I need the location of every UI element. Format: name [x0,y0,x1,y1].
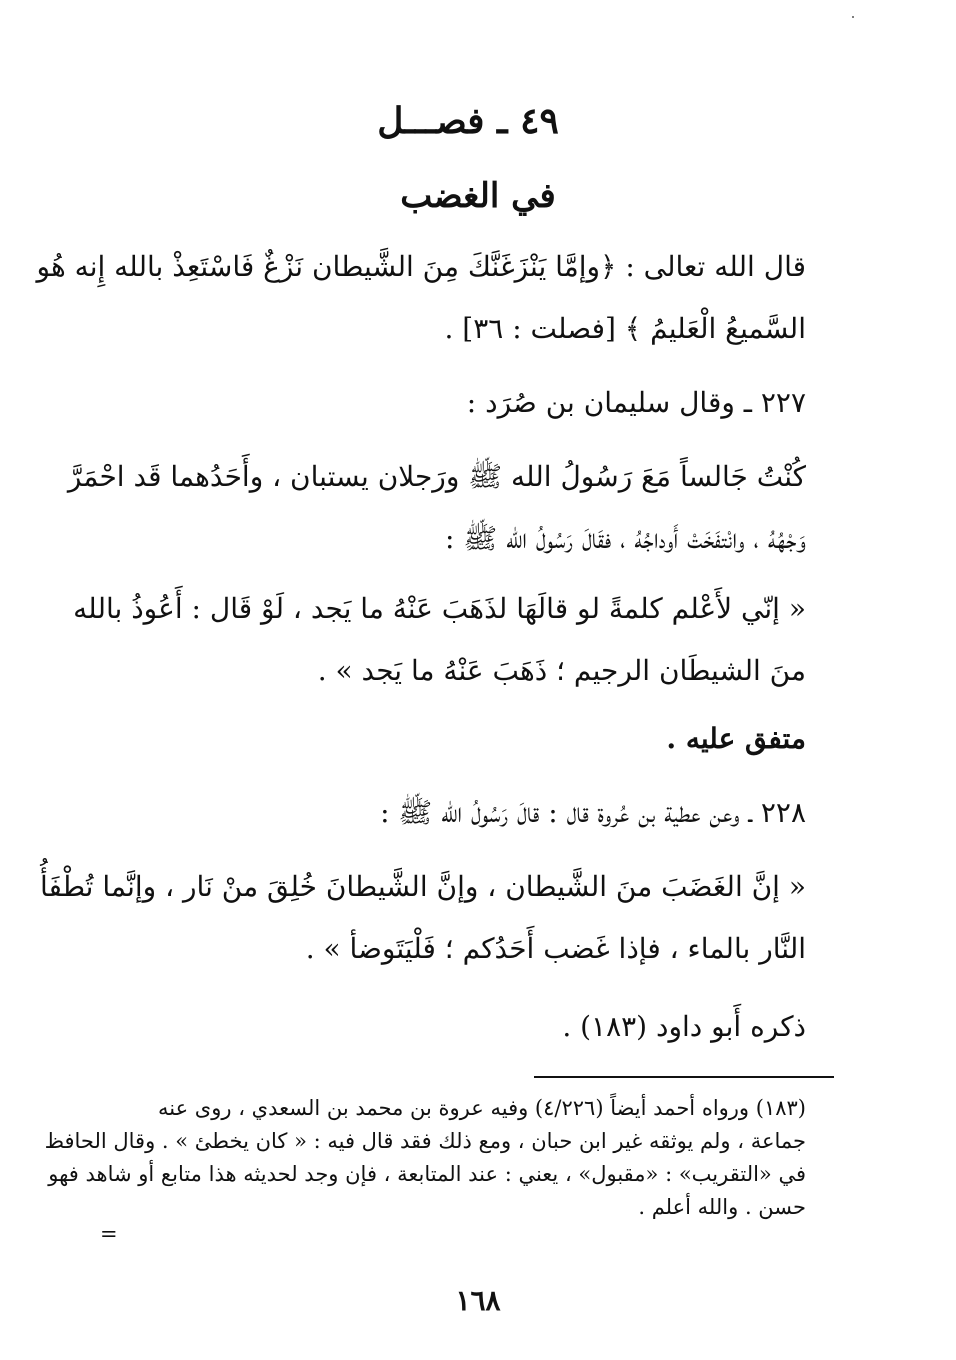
hadith-227-grading: متفق عليه . [666,722,806,755]
quote-228-line-2: النَّار بالماء ، فإذا غَضب أَحَدُكم ؛ فَلْيَتَوضأ » . [305,932,806,965]
narration-line-1: كُنْتُ جَالساً مَعَ رَسُولُ الله ﷺ ورَجلان يستبان ، وأَحَدُهما قَد احْمَرَّ [67,460,806,493]
scan-speck [852,16,854,18]
hadith-228-quote [40,856,806,980]
quote-228-line-1: « إنَّ الغَضَبَ منَ الشَّيطان ، وإنَّ الشَّيطانَ خُلِقَ منْ نَار ، وإنَّما تُطْفَأُ [40,870,806,903]
footnote-divider [534,1076,834,1078]
hadith-227-grading-block [88,708,806,770]
section-title: ٤٩ ـ فصـــل [377,100,559,142]
quote-line-2: منَ الشيطَان الرجيم ؛ ذَهَبَ عَنْهُ ما يَجد » . [317,654,806,687]
quote-line-1: « إنّي لأَعْلم كلمةً لو قالَهَا لذَهَبَ عَنْهُ ما يَجد ، لَوْ قَال : أَعُوذُ بالله [73,592,806,625]
footnote-line-2: جماعة ، ولم يوثقه غير ابن حبان ، ومع ذلك فقد قال فيه : « كان يخطئ » . وقال الحافظ [44,1129,806,1153]
footnote-line-3: في «التقريب» : «مقبول» ، يعني : عند المتابعة ، فإن وجد لحديثه هذا متابع أو شاهد فهو [48,1162,806,1186]
footnote-line-4: حسن . والله أعلم . [638,1195,806,1219]
verse-line-2: السَّميعُ الْعَليمُ ﴾ [فصلت : ٣٦] . [444,312,806,345]
hadith-227-intro: ٢٢٧ ـ وقال سليمان بن صُرَد : [466,386,806,419]
verse-line-1: قال الله تعالى : ﴿وإمَّا يَنْزَغَنَّكَ مِنَ الشَّيطان نَزْغٌ فَاسْتَعِذْ بالله إِنه هُو [36,250,806,283]
hadith-227-quote [73,578,806,702]
hadith-228-intro: ٢٢٨ ـ وعن عطية بن عُروة قال : قالَ رَسُولُ الله ﷺ : [380,796,806,829]
narration-line-2: وَجْهُهُ ، وانْتفَخَتْ أَوداجُهُ ، فقَالَ رَسُولُ الله ﷺ : [444,522,806,555]
section-subtitle: في الغضب [400,176,556,216]
hadith-227-narration [67,446,806,570]
footnote-continuation-mark: = [100,1222,118,1246]
page-number: ١٦٨ [455,1284,501,1317]
quran-verse [36,236,806,360]
footnote-line-1: (١٨٣) ورواه أحمد أيضاً (٤/٢٢٦) وفيه عروة بن محمد بن السعدي ، روى عنه [158,1096,806,1120]
footnote [44,1092,806,1224]
hadith-228-intro-block [88,782,806,844]
hadith-228-source-block [88,996,806,1058]
hadith-227-intro-block [88,372,806,434]
hadith-228-source: ذكره أَبو داود (١٨٣) . [562,1010,806,1043]
